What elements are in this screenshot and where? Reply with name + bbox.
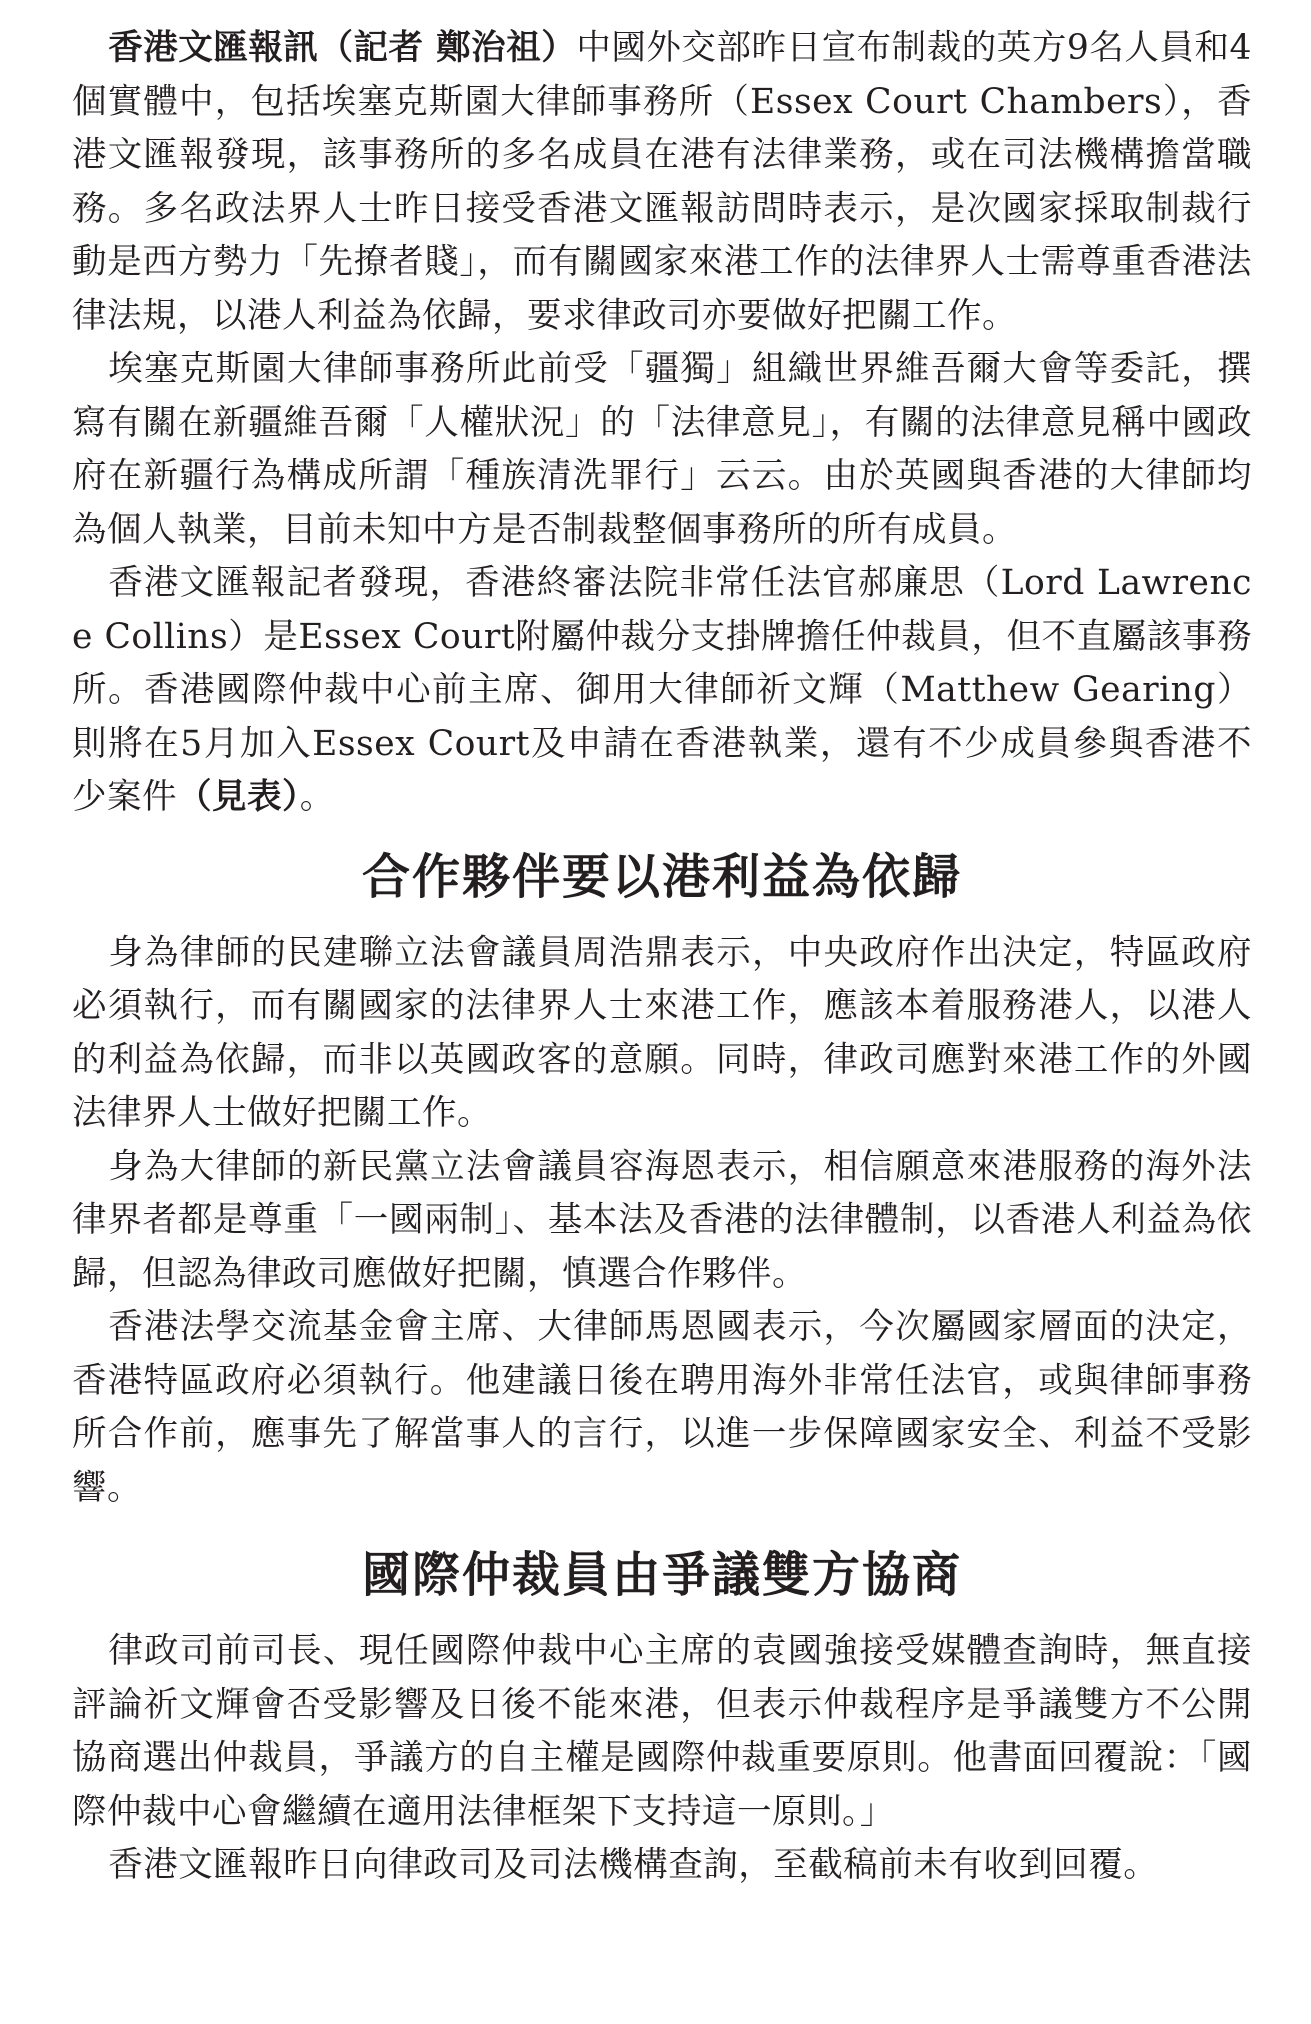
article-paragraph-3 bbox=[72, 557, 1252, 825]
paragraph-3-end: 。 bbox=[299, 777, 335, 817]
table-reference: （見表） bbox=[177, 777, 300, 817]
subheading-arbitrators: 國際仲裁員由爭議雙方協商 bbox=[361, 1547, 962, 1603]
article-paragraph-6: 香港法學交流基金會主席、大律師馬恩國表示，今次屬國家層面的決定，香港特區政府必須執行。他建議日後在聘用海外非常任法官，或與律師事務所合作前，應事先了解當事人的言行，以進一步保障國家安全、利益不受影響。 bbox=[72, 1307, 1252, 1508]
article-paragraph-7: 律政司前司長、現任國際仲裁中心主席的袁國強接受媒體查詢時，無直接評論祈文輝會否受影響及日後不能來港，但表示仲裁程序是爭議雙方不公開協商選出仲裁員，爭議方的自主權是國際仲裁重要原則。他書面回覆說：「國際仲裁中心會繼續在適用法律框架下支持這一原則。」 bbox=[72, 1631, 1252, 1832]
news-article bbox=[72, 22, 1252, 1893]
article-paragraph-8: 香港文匯報昨日向律政司及司法機構查詢，至截稿前未有收到回覆。 bbox=[108, 1845, 1159, 1885]
subheading-partners: 合作夥伴要以港利益為依歸 bbox=[361, 848, 962, 905]
article-paragraph-4: 身為律師的民建聯立法會議員周浩鼎表示，中央政府作出決定，特區政府必須執行，而有關國家的法律界人士來港工作，應該本着服務港人，以港人的利益為依歸，而非以英國政客的意願。同時，律政司應對來港工作的外國法律界人士做好把關工作。 bbox=[72, 932, 1252, 1133]
article-paragraph-2: 埃塞克斯園大律師事務所此前受「疆獨」組織世界維吾爾大會等委託，撰寫有關在新疆維吾爾「人權狀況」的「法律意見」，有關的法律意見稱中國政府在新疆行為構成所謂「種族清洗罪行」云云。由於英國與香港的大律師均為個人執業，目前未知中方是否制裁整個事務所的所有成員。 bbox=[72, 349, 1252, 550]
lead-byline: 香港文匯報訊（記者 鄭治祖） bbox=[108, 28, 577, 68]
article-paragraph-1 bbox=[72, 22, 1252, 343]
paragraph-1-body: 中國外交部昨日宣布制裁的英方9名人員和4個實體中，包括埃塞克斯園大律師事務所（Essex Court Chambers），香港文匯報發現，該事務所的多名成員在港有法律業務，或在司法機構擔當職務。多名政法界人士昨日接受香港文匯報訪問時表示，是次國家採取制裁行動是西方勢力「先撩者賤」，而有關國家來港工作的法律界人士需尊重香港法律法規，以港人利益為依歸，要求律政司亦要做好把關工作。 bbox=[72, 28, 1252, 336]
article-paragraph-5: 身為大律師的新民黨立法會議員容海恩表示，相信願意來港服務的海外法律界者都是尊重「一國兩制」、基本法及香港的法律體制，以香港人利益為依歸，但認為律政司應做好把關，慎選合作夥伴。 bbox=[72, 1146, 1252, 1294]
paragraph-3-body: 香港文匯報記者發現，香港終審法院非常任法官郝廉思（Lord Lawrence Collins）是Essex Court附屬仲裁分支掛牌擔任仲裁員，但不直屬該事務所。香港國際仲裁中心前主席、御用大律師祈文輝（Matthew Gearing）則將在5月加入Essex Court及申請在香港執業，還有不少成員參與香港不少案件 bbox=[72, 563, 1252, 817]
